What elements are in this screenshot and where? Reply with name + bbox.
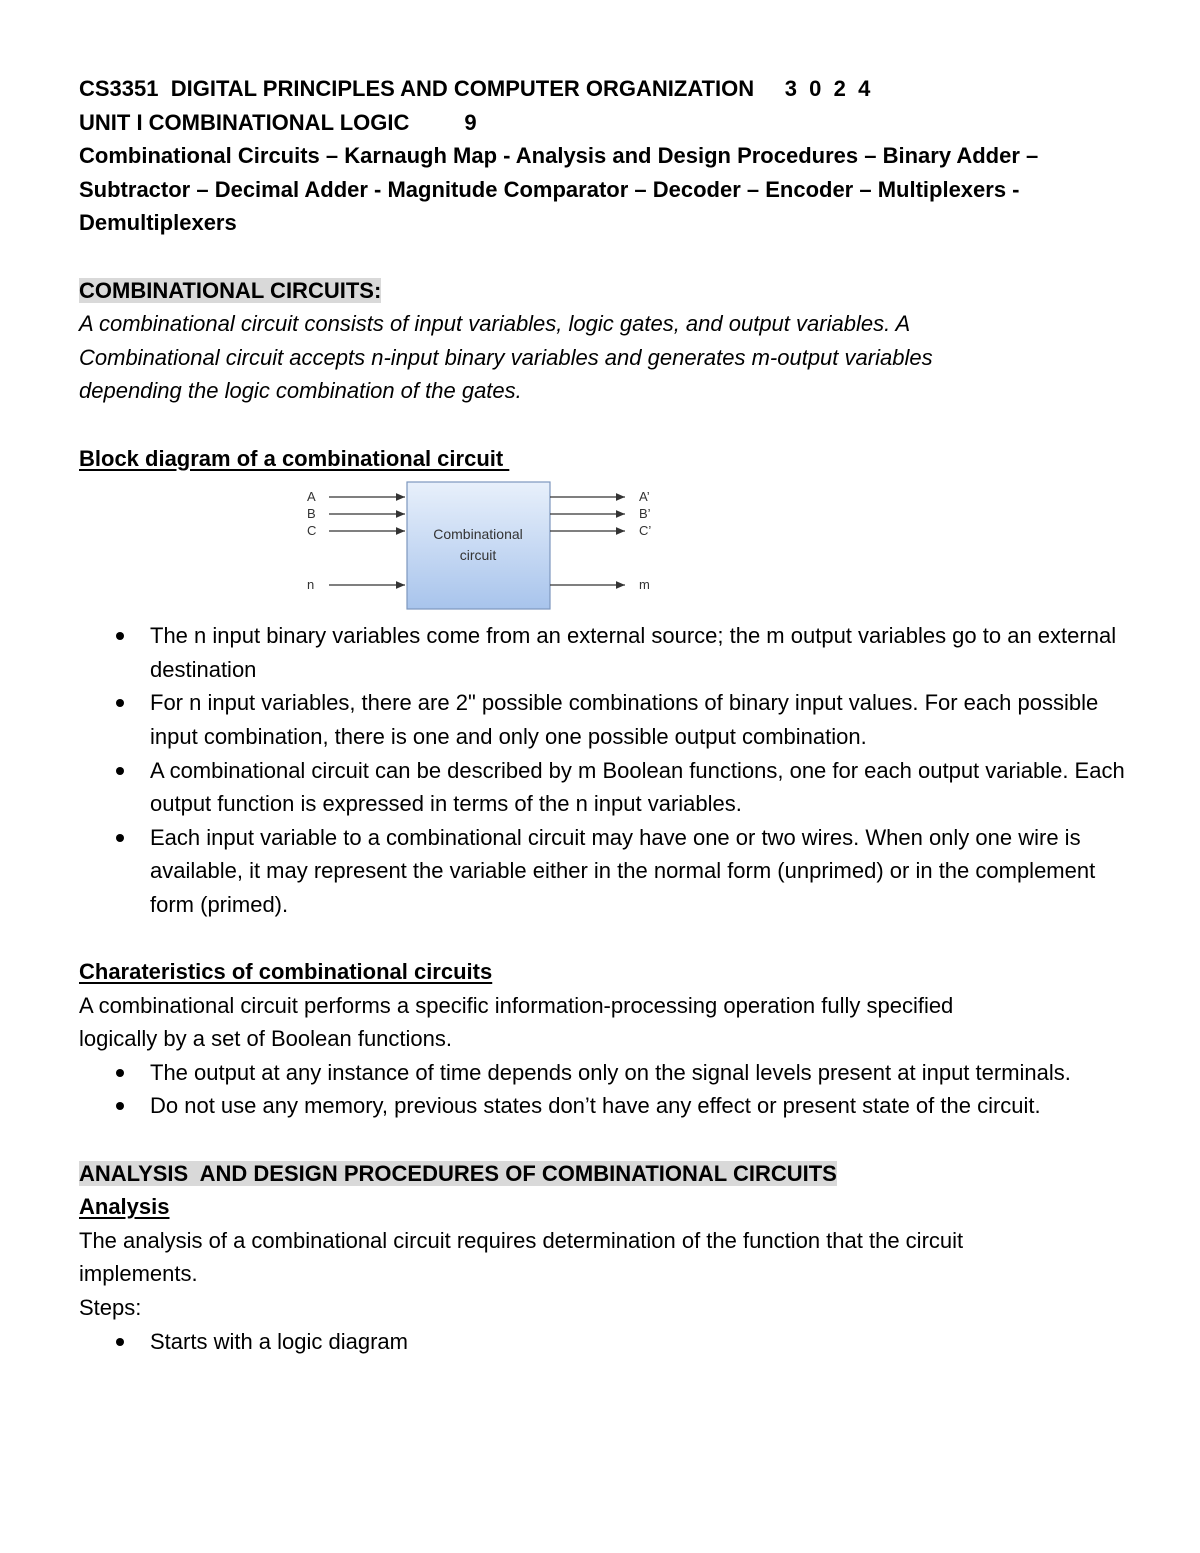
bullet-icon	[116, 632, 124, 640]
box-label-line-2: circuit	[459, 547, 497, 564]
bullet-icon	[116, 1102, 124, 1110]
input-label-n: n	[307, 577, 315, 593]
bullet-icon	[116, 1338, 124, 1346]
output-label-c: C’	[639, 523, 652, 539]
block-diagram	[297, 479, 697, 613]
definition-line-3: depending the logic combination of the gates.	[79, 378, 522, 404]
output-label-m: m	[639, 577, 650, 593]
output-label-b: B’	[639, 506, 651, 522]
bullet-icon	[116, 834, 124, 842]
analysis-section-heading: ANALYSIS AND DESIGN PROCEDURES OF COMBINATIONAL CIRCUITS	[79, 1160, 837, 1186]
steps-label: Steps:	[79, 1295, 142, 1320]
analysis-line-2: implements.	[79, 1261, 198, 1287]
output-label-a: A’	[639, 489, 650, 505]
list-item: Starts with a logic diagram	[79, 1325, 1130, 1359]
list-item: Each input variable to a combinational circuit may have one or two wires. When only one wire is available, it may represent the variable either in the normal form (unprimed) or in the complement form (primed).	[79, 821, 1130, 922]
list-item: For n input variables, there are 2" possible combinations of binary input values. For each possible input combination, there is one and only one possible output combination.	[79, 686, 1130, 753]
bullet-icon	[116, 1069, 124, 1077]
list-item: A combinational circuit can be described by m Boolean functions, one for each output variable. Each output function is expressed in terms of the n input variables.	[79, 754, 1130, 821]
characteristics-heading: Charateristics of combinational circuits	[79, 959, 493, 985]
list-item: Do not use any memory, previous states don’t have any effect or present state of the circuit.	[79, 1089, 1130, 1123]
combinational-circuits-heading: COMBINATIONAL CIRCUITS:	[79, 277, 382, 303]
topics-line-3: Demultiplexers	[79, 210, 237, 236]
input-label-a: A	[307, 489, 316, 505]
definition-line-1: A combinational circuit consists of input variables, logic gates, and output variables. A	[79, 311, 911, 337]
definition-line-2: Combinational circuit accepts n-input binary variables and generates m-output variables	[79, 344, 933, 370]
steps-bullets	[79, 1325, 1139, 1359]
list-item: The n input binary variables come from an external source; the m output variables go to an external destination	[79, 619, 1130, 686]
analysis-line-1: The analysis of a combinational circuit requires determination of the function that the circuit	[79, 1227, 964, 1253]
document-page	[79, 72, 1139, 1358]
bullet-icon	[116, 699, 124, 707]
box-label-line-1: Combinational	[433, 526, 523, 543]
characteristics-line-2: logically by a set of Boolean functions.	[79, 1026, 453, 1052]
course-title: CS3351 DIGITAL PRINCIPLES AND COMPUTER ORGANIZATION 3 0 2 4	[79, 76, 871, 101]
analysis-subheading: Analysis	[79, 1194, 170, 1220]
characteristics-bullets	[79, 1056, 1139, 1123]
list-item: The output at any instance of time depends only on the signal levels present at input terminals.	[79, 1056, 1130, 1090]
input-label-c: C	[307, 523, 317, 539]
bullet-icon	[116, 767, 124, 775]
characteristics-line-1: A combinational circuit performs a specific information-processing operation fully specified	[79, 992, 954, 1018]
input-label-b: B	[307, 506, 316, 522]
topics-line-1: Combinational Circuits – Karnaugh Map - Analysis and Design Procedures – Binary Adder –	[79, 143, 1039, 169]
block-diagram-heading: Block diagram of a combinational circuit	[79, 445, 510, 471]
topics-line-2: Subtractor – Decimal Adder - Magnitude Comparator – Decoder – Encoder – Multiplexers -	[79, 176, 1020, 202]
combinational-circuit-box	[407, 482, 550, 609]
unit-title: UNIT I COMBINATIONAL LOGIC 9	[79, 109, 477, 135]
combinational-bullets	[79, 619, 1139, 921]
